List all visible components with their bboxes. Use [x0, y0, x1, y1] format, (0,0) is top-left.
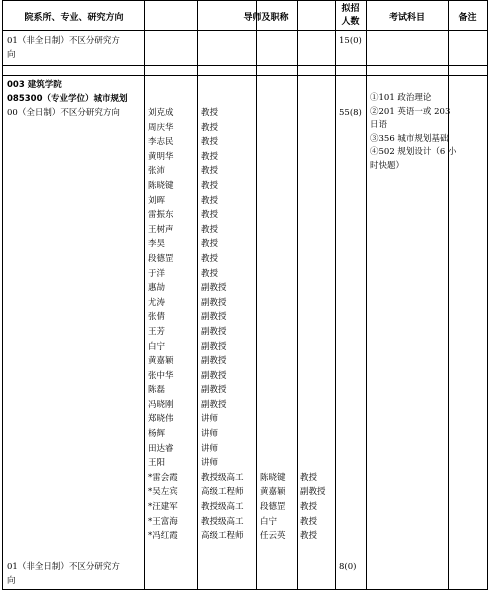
major-name: 085300（专业学位）城市规划 — [7, 94, 128, 104]
supervisor-name: 陈磊 — [148, 385, 166, 396]
supervisor-name: *冯红霞 — [148, 531, 178, 542]
supervisor-title: 讲师 — [201, 443, 219, 454]
supervisor-name-column — [148, 106, 178, 544]
supervisor-name — [260, 310, 286, 325]
supervisor-name: 陈晓键 — [148, 180, 174, 191]
supervisor-name: 惠劼 — [148, 283, 166, 294]
header-quota — [335, 3, 366, 29]
supervisor-title — [300, 340, 326, 355]
grid-line — [2, 30, 488, 31]
supervisor-title — [300, 208, 326, 223]
supervisor-name: *王富海 — [148, 516, 178, 527]
quota-value: 8(0) — [339, 562, 357, 572]
supervisor-title — [300, 369, 326, 384]
supervisor-name: 李昊 — [148, 239, 166, 250]
supervisor-title: 副教授 — [300, 487, 326, 498]
supervisor-title: 副教授 — [201, 312, 227, 323]
grid-line — [2, 0, 3, 590]
supervisor-title: 教授 — [201, 180, 219, 191]
grid-line — [256, 0, 257, 590]
supervisor-title-column — [201, 106, 244, 544]
supervisor-name: *吴左宾 — [148, 487, 178, 498]
supervisor-name — [260, 106, 286, 121]
school-name: 003 建筑学院 — [7, 80, 62, 90]
supervisor-title — [300, 106, 326, 121]
supervisor-title — [300, 252, 326, 267]
supervisor-title — [300, 164, 326, 179]
supervisor-title — [300, 281, 326, 296]
supervisor-name: 王芳 — [148, 326, 166, 337]
supervisor-title — [300, 354, 326, 369]
supervisor-name: *汪建军 — [148, 502, 178, 513]
supervisor-name — [260, 237, 286, 252]
supervisor-title — [300, 442, 326, 457]
supervisor-title: 教授 — [300, 516, 318, 527]
supervisor-title: 副教授 — [201, 370, 227, 381]
admissions-table — [2, 0, 488, 590]
supervisor-title: 副教授 — [201, 399, 227, 410]
supervisor-name: 郑晓伟 — [148, 414, 174, 425]
exam-item: ④502 规划设计（6 小时快题） — [370, 147, 457, 171]
supervisor-name: 雷振东 — [148, 210, 174, 221]
supervisor-name — [260, 398, 286, 413]
supervisor-title: 教授级高工 — [201, 472, 244, 483]
supervisor-name — [260, 267, 286, 282]
header-quota-line1: 拟招 — [341, 4, 360, 14]
direction-label-cont: 向 — [7, 576, 16, 586]
supervisor-title — [300, 179, 326, 194]
supervisor-title — [300, 310, 326, 325]
supervisor-name: 于洋 — [148, 268, 166, 279]
supervisor-name — [260, 281, 286, 296]
grid-line — [144, 0, 145, 590]
supervisor-title: 教授 — [300, 531, 318, 542]
supervisor-name: *雷会霞 — [148, 472, 178, 483]
supervisor-title: 副教授 — [201, 326, 227, 337]
supervisor-name: 张倩 — [148, 312, 166, 323]
supervisor-title: 教授 — [201, 151, 219, 162]
supervisor-title: 副教授 — [201, 356, 227, 367]
supervisor-title: 教授 — [201, 137, 219, 148]
grid-line — [297, 0, 298, 590]
supervisor-title: 讲师 — [201, 458, 219, 469]
supervisor-name: 周庆华 — [148, 122, 174, 133]
grid-line — [335, 0, 336, 590]
supervisor-title: 教授 — [201, 268, 219, 279]
supervisor-name — [260, 208, 286, 223]
grid-line — [2, 0, 488, 1]
supervisor-name: 王阳 — [148, 458, 166, 469]
supervisor-title: 副教授 — [201, 341, 227, 352]
direction-label: 01（非全日制）不区分研究方 — [7, 36, 120, 46]
quota-value: 55(8) — [339, 108, 362, 118]
header-remark: 备注 — [458, 13, 477, 23]
supervisor-title — [300, 412, 326, 427]
supervisor-title — [300, 456, 326, 471]
supervisor-name: 白宁 — [260, 516, 278, 527]
exam-item: ①101 政治理论 — [370, 93, 432, 103]
supervisor-name — [260, 325, 286, 340]
grid-line — [366, 0, 367, 590]
supervisor-title — [300, 237, 326, 252]
supervisor-title: 教授 — [201, 108, 219, 118]
supervisor-name: 黄嘉颖 — [260, 487, 286, 498]
supervisor-title: 教授 — [300, 502, 318, 513]
supervisor-name: 王树声 — [148, 224, 174, 235]
supervisor-title: 教授级高工 — [201, 516, 244, 527]
supervisor-title — [300, 150, 326, 165]
header-dept: 院系所、专业、研究方向 — [24, 13, 124, 23]
direction-label: 01（非全日制）不区分研究方 — [7, 562, 120, 572]
supervisor-name — [260, 194, 286, 209]
supervisor-name — [260, 354, 286, 369]
supervisor-title: 教授 — [201, 122, 219, 133]
supervisor-title — [300, 398, 326, 413]
supervisor-name: 黄嘉颖 — [148, 356, 174, 367]
supervisor-name: 田达睿 — [148, 443, 174, 454]
supervisor-name — [260, 164, 286, 179]
supervisor-title — [300, 194, 326, 209]
supervisor-title: 教授 — [300, 472, 318, 483]
supervisor-name — [260, 179, 286, 194]
supervisor-name: 尤涛 — [148, 297, 166, 308]
supervisor-name — [260, 135, 286, 150]
supervisor-title: 高级工程师 — [201, 531, 244, 542]
supervisor-name — [260, 427, 286, 442]
supervisor-name — [260, 369, 286, 384]
supervisor-name: 冯晓刚 — [148, 399, 174, 410]
supervisor-title: 教授级高工 — [201, 502, 244, 513]
supervisor-name: 白宁 — [148, 341, 166, 352]
supervisor-name: 段德罡 — [148, 253, 174, 264]
supervisor-name — [260, 442, 286, 457]
supervisor-name — [260, 412, 286, 427]
supervisor-title — [300, 267, 326, 282]
supervisor-title: 副教授 — [201, 385, 227, 396]
supervisor-title: 教授 — [201, 210, 219, 221]
supervisor-name: 张沛 — [148, 166, 166, 177]
header-supervisor: 导师及职称 — [243, 13, 289, 23]
supervisor-name — [260, 296, 286, 311]
header-quota-line2: 人数 — [341, 17, 360, 27]
supervisor-title: 副教授 — [201, 283, 227, 294]
supervisor-title: 教授 — [201, 224, 219, 235]
exam-item: ③356 城市规划基础 — [370, 133, 449, 144]
exam-item: ②201 英语一或 203 日语 — [370, 106, 451, 130]
direction-label-cont: 向 — [7, 50, 16, 60]
cosupervisor-name-column — [260, 106, 286, 544]
grid-line — [2, 75, 487, 76]
direction-label: 00（全日制）不区分研究方向 — [7, 108, 120, 118]
supervisor-name: 杨辉 — [148, 429, 166, 440]
supervisor-title — [300, 223, 326, 238]
supervisor-name — [260, 121, 286, 136]
supervisor-name: 任云英 — [260, 531, 286, 542]
supervisor-title — [300, 121, 326, 136]
grid-line — [448, 0, 449, 590]
supervisor-name — [260, 456, 286, 471]
supervisor-title — [300, 296, 326, 311]
supervisor-name: 张中华 — [148, 370, 174, 381]
supervisor-name — [260, 150, 286, 165]
supervisor-name — [260, 252, 286, 267]
supervisor-title: 讲师 — [201, 414, 219, 425]
supervisor-title: 教授 — [201, 195, 219, 206]
supervisor-title — [300, 383, 326, 398]
supervisor-title: 教授 — [201, 253, 219, 264]
supervisor-name — [260, 383, 286, 398]
supervisor-name: 李志民 — [148, 137, 174, 148]
supervisor-name — [260, 223, 286, 238]
grid-line — [2, 65, 488, 66]
supervisor-name — [260, 340, 286, 355]
supervisor-title: 教授 — [201, 166, 219, 177]
grid-line — [487, 0, 488, 590]
exam-subjects — [370, 92, 460, 173]
supervisor-name: 陈晓键 — [260, 472, 286, 483]
quota-value: 15(0) — [339, 36, 362, 46]
supervisor-title — [300, 427, 326, 442]
cosupervisor-title-column — [300, 106, 326, 544]
supervisor-title: 教授 — [201, 239, 219, 250]
supervisor-title — [300, 135, 326, 150]
supervisor-name: 黄明华 — [148, 151, 174, 162]
supervisor-title: 高级工程师 — [201, 487, 244, 498]
header-exam: 考试科目 — [388, 13, 425, 23]
supervisor-name: 段德罡 — [260, 502, 286, 513]
supervisor-name: 刘克成 — [148, 108, 174, 118]
supervisor-title: 讲师 — [201, 429, 219, 440]
supervisor-title — [300, 325, 326, 340]
grid-line — [197, 0, 198, 590]
supervisor-name: 刘晖 — [148, 195, 166, 206]
supervisor-title: 副教授 — [201, 297, 227, 308]
